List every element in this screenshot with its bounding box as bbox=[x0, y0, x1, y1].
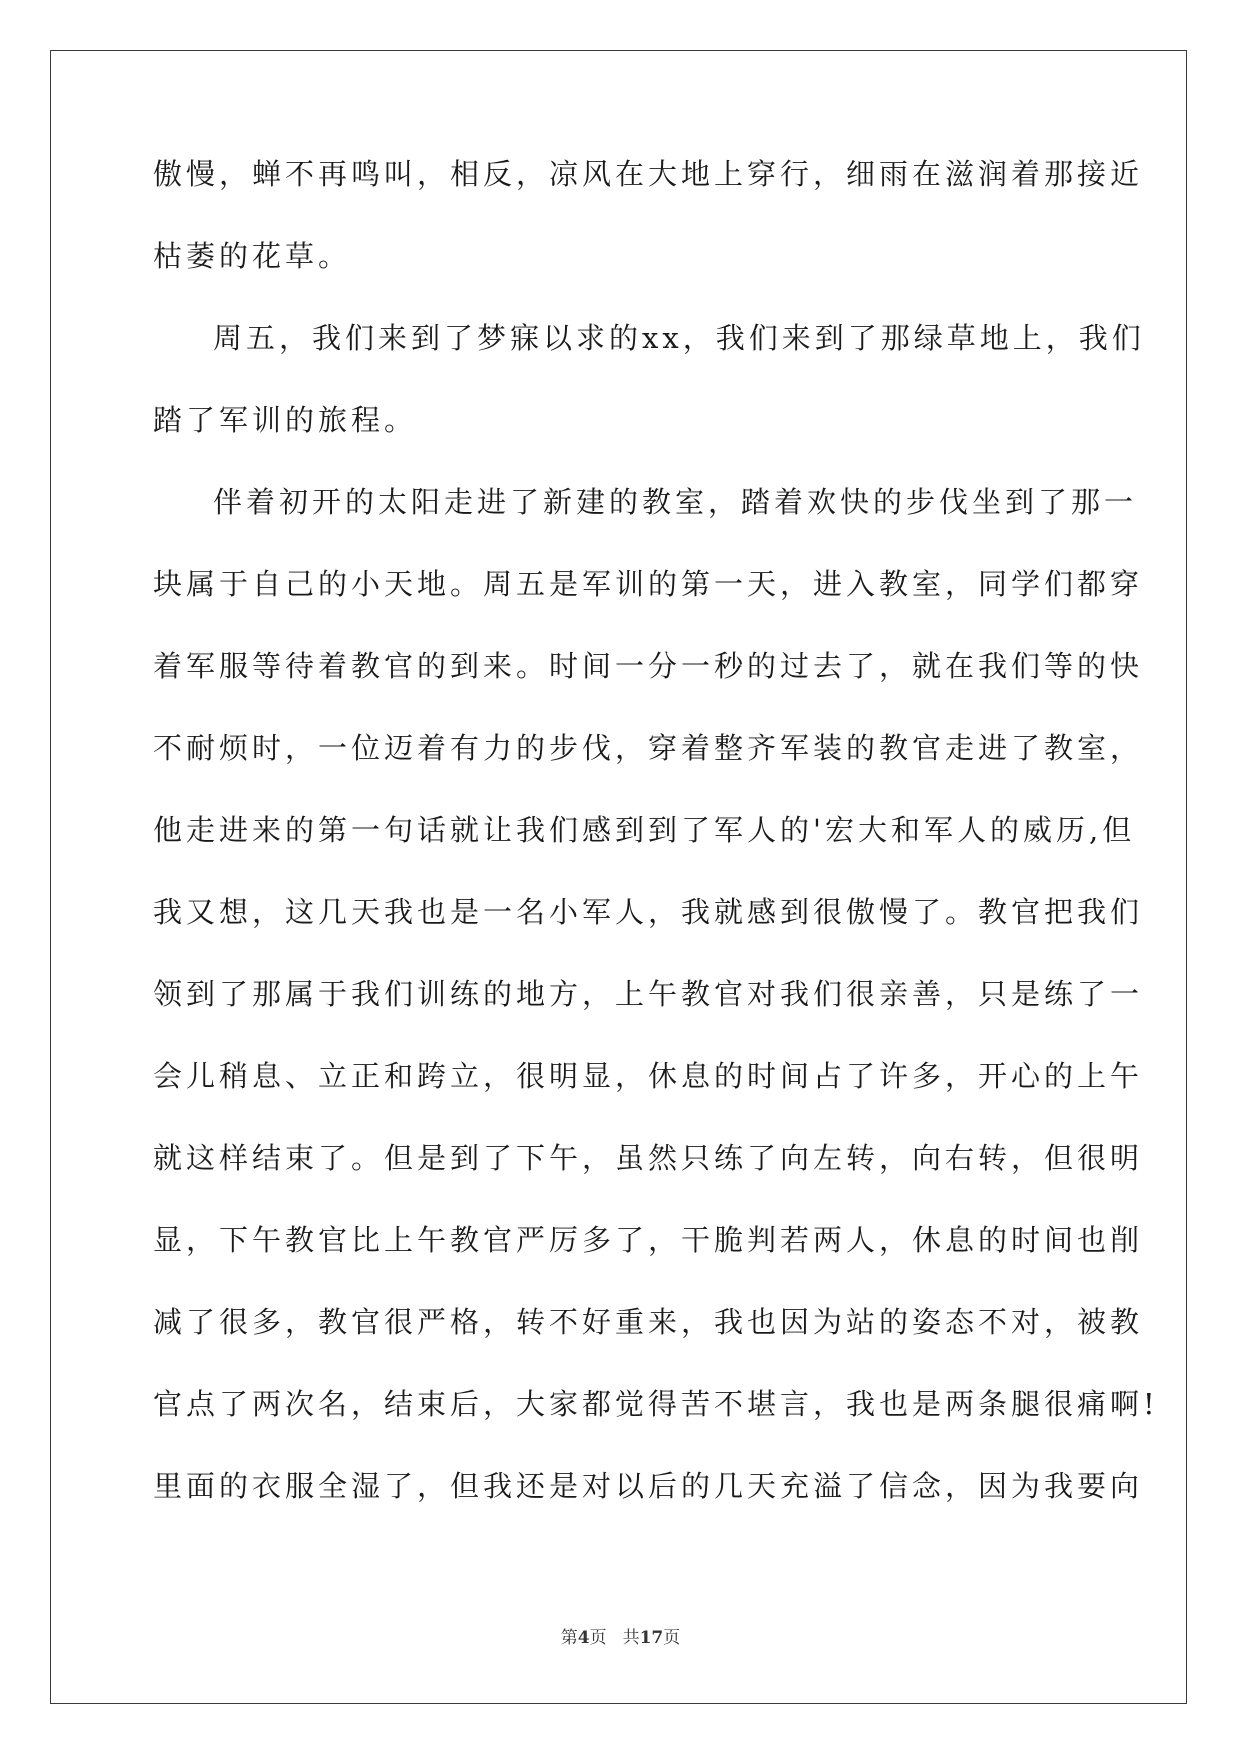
page-prefix: 第 bbox=[560, 1628, 578, 1648]
document-body bbox=[153, 157, 1159, 1554]
text-line: 块属于自己的小天地。周五是军训的第一天，进入教室，同学们都穿 bbox=[153, 567, 1144, 601]
page-number: 4 bbox=[577, 1628, 590, 1648]
text-line: 不耐烦时，一位迈着有力的步伐，穿着整齐军装的教官走进了教室， bbox=[153, 731, 1144, 765]
text-line: 踏了军训的旅程。 bbox=[153, 403, 418, 437]
text-line: 显，下午教官比上午教官严厉多了，干脆判若两人，休息的时间也削 bbox=[153, 1223, 1144, 1257]
text-line: 官点了两次名，结束后，大家都觉得苦不堪言，我也是两条腿很痛啊! bbox=[153, 1387, 1159, 1421]
text-line: 领到了那属于我们训练的地方，上午教官对我们很亲善，只是练了一 bbox=[153, 977, 1144, 1011]
text-line: 减了很多，教官很严格，转不好重来，我也因为站的姿态不对，被教 bbox=[153, 1305, 1144, 1339]
paragraph-start-line: 周五，我们来到了梦寐以求的xx，我们来到了那绿草地上，我们 bbox=[213, 321, 1145, 355]
text-line: 会儿稍息、立正和跨立，很明显，休息的时间占了许多，开心的上午 bbox=[153, 1059, 1144, 1093]
text-line: 我又想，这几天我也是一名小军人，我就感到很傲慢了。教官把我们 bbox=[153, 895, 1144, 929]
text-line: 里面的衣服全湿了，但我还是对以后的几天充溢了信念，因为我要向 bbox=[153, 1469, 1144, 1503]
text-line: 傲慢，蝉不再鸣叫，相反，凉风在大地上穿行，细雨在滋润着那接近 bbox=[153, 157, 1144, 191]
page-suffix: 页 bbox=[589, 1628, 607, 1648]
page-footer bbox=[0, 1623, 1241, 1648]
total-suffix: 页 bbox=[663, 1628, 681, 1648]
total-pages: 17 bbox=[639, 1628, 664, 1648]
paragraph-start-line: 伴着初开的太阳走进了新建的教室，踏着欢快的步伐坐到了那一 bbox=[213, 485, 1138, 519]
text-line: 着军服等待着教官的到来。时间一分一秒的过去了，就在我们等的快 bbox=[153, 649, 1144, 683]
text-line: 他走进来的第一句话就让我们感到到了军人的'宏大和军人的威历,但 bbox=[153, 813, 1136, 847]
text-line: 枯萎的花草。 bbox=[153, 239, 352, 273]
text-line: 就这样结束了。但是到了下午，虽然只练了向左转，向右转，但很明 bbox=[153, 1141, 1144, 1175]
total-prefix: 共 bbox=[622, 1628, 640, 1648]
